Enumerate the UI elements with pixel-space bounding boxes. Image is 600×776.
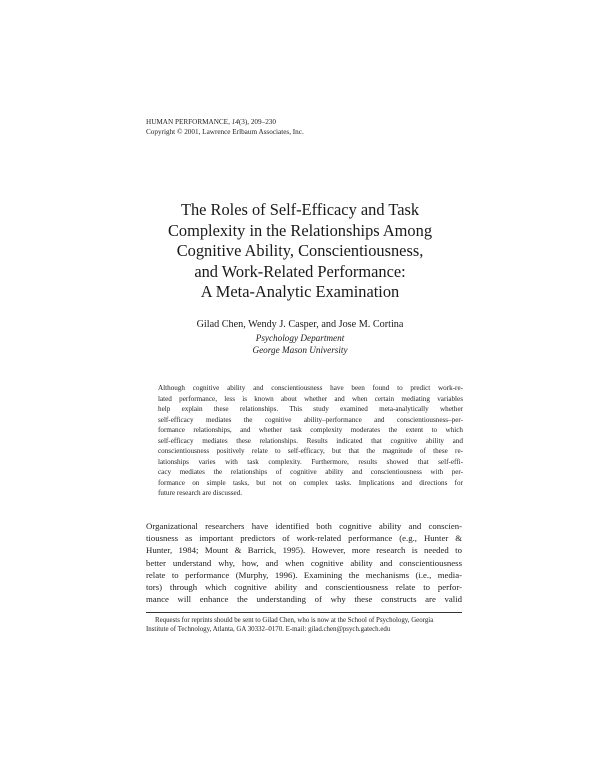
- abstract-line: help explain these relationships. This study examined meta-analytically whether: [158, 405, 463, 413]
- journal-volume: 14: [231, 118, 239, 126]
- body-line: Organizational researchers have identified both cognitive ability and conscien-: [146, 521, 462, 531]
- title-line: Cognitive Ability, Conscientiousness,: [176, 241, 424, 261]
- paper-title: [100, 200, 500, 303]
- abstract-line: lationships varies with task complexity. Furthermore, results showed that self-effi-: [158, 457, 463, 466]
- abstract-line: future research are discussed.: [158, 489, 243, 497]
- body-line: Hunter, 1984; Mount & Barrick, 1995). However, more research is needed to: [146, 545, 462, 556]
- author-list: Gilad Chen, Wendy J. Casper, and Jose M. Cortina: [196, 319, 404, 330]
- abstract-line: self-efficacy mediates these relationships. Results indicated that cognitive ability and: [158, 436, 463, 445]
- journal-copyright: Copyright © 2001, Lawrence Erlbaum Associates, Inc.: [146, 127, 304, 136]
- title-line: and Work-Related Performance:: [194, 261, 406, 281]
- title-line: A Meta-Analytic Examination: [200, 282, 400, 302]
- body-line: tiousness as important predictors of work-related performance (e.g., Hunter &: [146, 533, 462, 544]
- body-line: tors) through which cognitive ability and conscientiousness relate to perfor-: [146, 582, 462, 593]
- affiliation-university: George Mason University: [252, 344, 348, 355]
- body-paragraph: [146, 520, 462, 605]
- affiliation: [100, 333, 500, 357]
- journal-issue-pages: (3), 209–230: [238, 118, 276, 126]
- journal-header: [146, 118, 304, 137]
- abstract-line: formance relationships, and whether task complexity moderates the extent to which: [158, 426, 463, 434]
- footnote-line: Institute of Technology, Atlanta, GA 30332–0170. E-mail: gilad.chen@psych.gatech.edu: [146, 626, 391, 634]
- body-line: mance will enhance the understanding of why these constructs are valid: [146, 594, 462, 605]
- title-line: Complexity in the Relationships Among: [167, 220, 433, 240]
- footnote-divider: [146, 612, 462, 613]
- abstract-line: conscientiousness positively relate to self-efficacy, but that the magnitude of these re-: [158, 447, 463, 455]
- affiliation-department: Psychology Department: [255, 333, 345, 343]
- abstract-line: lated performance, less is known about whether and when certain mediating variables: [158, 394, 463, 403]
- footnote: [146, 616, 462, 635]
- abstract-line: formance on simple tasks, but not on complex tasks. Implications and directions for: [158, 478, 463, 487]
- title-line: The Roles of Self-Efficacy and Task: [180, 200, 420, 219]
- abstract-line: Although cognitive ability and conscientiousness have been found to predict work-re-: [158, 384, 463, 392]
- abstract: [158, 383, 463, 499]
- journal-citation: [146, 118, 304, 128]
- journal-name: HUMAN PERFORMANCE,: [146, 118, 230, 126]
- abstract-line: cacy mediates the relationships of cognitive ability and conscientiousness with per-: [158, 468, 463, 476]
- footnote-line: Requests for reprints should be sent to Gilad Chen, who is now at the School of Psychology, Georgia: [155, 617, 434, 624]
- abstract-line: self-efficacy mediates the cognitive ability–performance and conscientiousness–per-: [158, 415, 463, 424]
- body-line: relate to performance (Murphy, 1996). Examining the mechanisms (i.e., media-: [146, 569, 462, 580]
- body-line: better understand why, how, and when cognitive ability and conscientiousness: [146, 557, 462, 568]
